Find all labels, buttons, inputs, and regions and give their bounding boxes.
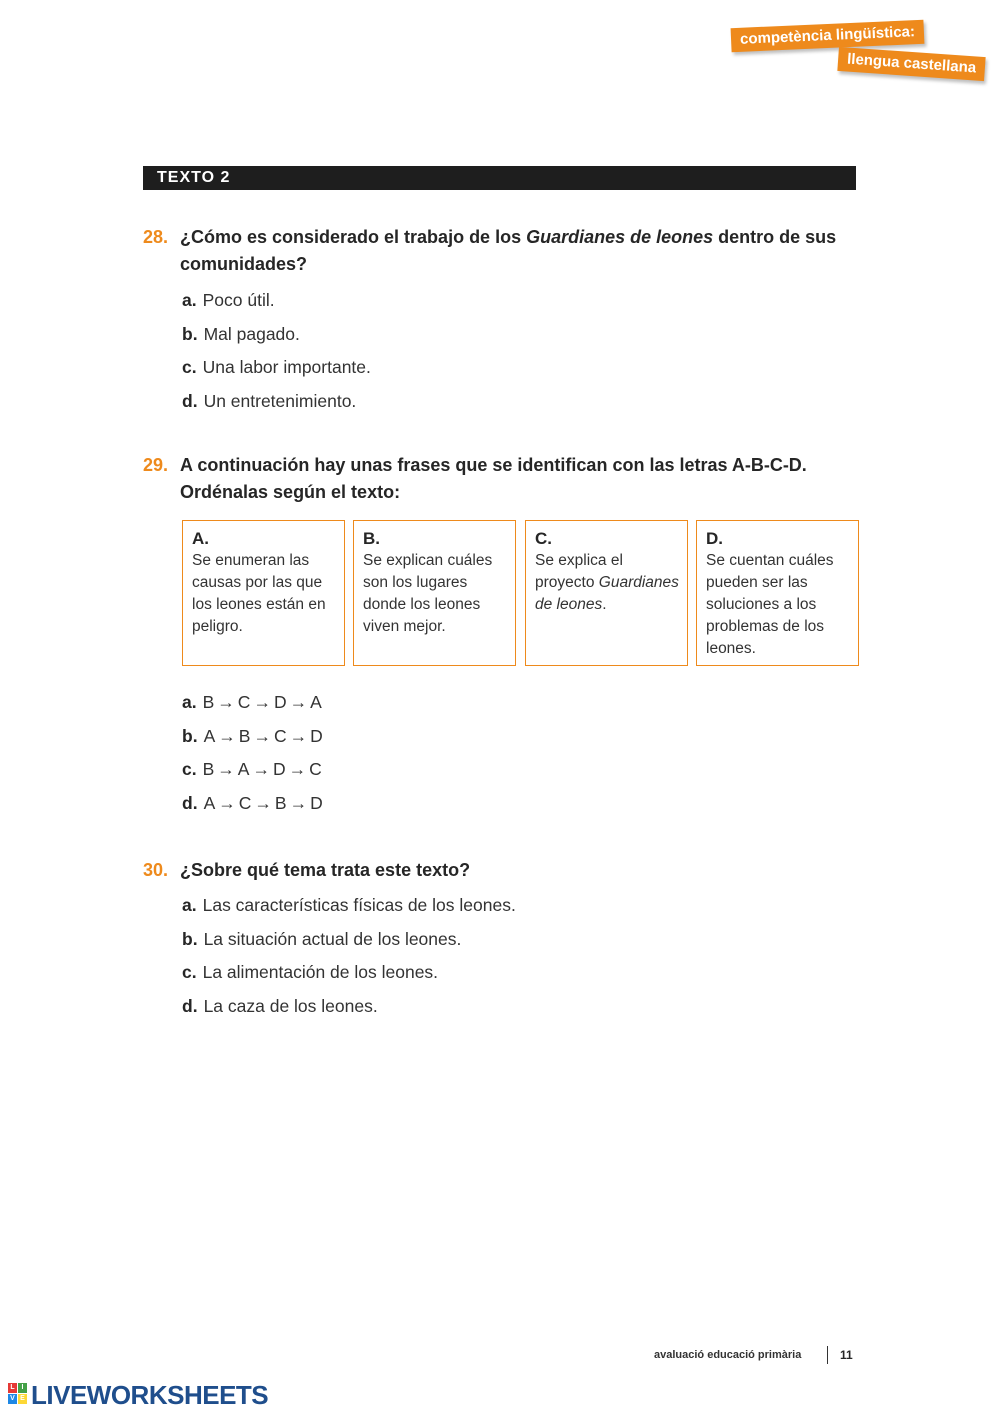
option-a[interactable]: a. Poco útil. bbox=[182, 290, 275, 310]
question-number: 30. bbox=[143, 860, 169, 880]
logo-text: LIVEWORKSHEETS bbox=[31, 1380, 269, 1410]
section-title: TEXTO 2 bbox=[157, 169, 231, 186]
question-29 bbox=[143, 452, 863, 506]
statement-box-b: B. Se explican cuáles son los lugares donde los leones viven mejor. bbox=[353, 520, 516, 666]
subject-tag: competència lingüística: bbox=[731, 20, 925, 52]
option-c[interactable]: c. B → A → D → C bbox=[182, 759, 322, 780]
logo-grid-icon: L I V E bbox=[8, 1383, 28, 1405]
option-d[interactable]: d. La caza de los leones. bbox=[182, 995, 378, 1016]
page-number: 11 bbox=[840, 1348, 853, 1362]
statement-box-d: D. Se cuentan cuáles pueden ser las soluciones a los problemas de los leones. bbox=[696, 520, 859, 666]
question-28 bbox=[143, 224, 863, 422]
option-b[interactable]: b. A → B → C → D bbox=[182, 725, 323, 746]
question-text: A continuación hay unas frases que se identifican con las letras A-B-C-D. Ordénalas según el texto: bbox=[180, 455, 807, 502]
option-c[interactable]: c. La alimentación de los leones. bbox=[182, 962, 439, 983]
option-b[interactable]: b. Mal pagado. bbox=[182, 323, 300, 344]
section-title-bar bbox=[143, 166, 856, 190]
question-number: 28. bbox=[143, 227, 169, 247]
option-b[interactable]: b. La situación actual de los leones. bbox=[182, 928, 462, 949]
question-text: ¿Cómo es considerado el trabajo de los Guardianes de leones dentro de sus comunidades? bbox=[180, 227, 837, 274]
option-d[interactable]: d. A → C → B → D bbox=[182, 792, 323, 813]
statement-box-a: A. Se enumeran las causas por las que los leones están en peligro. bbox=[182, 520, 345, 666]
option-d[interactable]: d. Un entretenimiento. bbox=[182, 390, 357, 411]
option-c[interactable]: c. Una labor importante. bbox=[182, 357, 371, 378]
footer-divider bbox=[827, 1346, 828, 1364]
statement-boxes bbox=[182, 520, 860, 666]
question-text: ¿Sobre qué tema trata este texto? bbox=[180, 860, 471, 880]
question-29-options bbox=[143, 690, 863, 824]
language-tag: llengua castellana bbox=[837, 47, 986, 81]
statement-box-c: C. Se explica el proyecto Guardianes de leones. bbox=[525, 520, 688, 666]
question-30 bbox=[143, 857, 863, 1027]
option-a[interactable]: a. Las características físicas de los leones. bbox=[182, 895, 516, 915]
footer-publication: avaluació educació primària bbox=[654, 1349, 802, 1361]
question-number: 29. bbox=[143, 455, 169, 475]
option-a[interactable]: a. B → C → D → A bbox=[182, 692, 322, 712]
